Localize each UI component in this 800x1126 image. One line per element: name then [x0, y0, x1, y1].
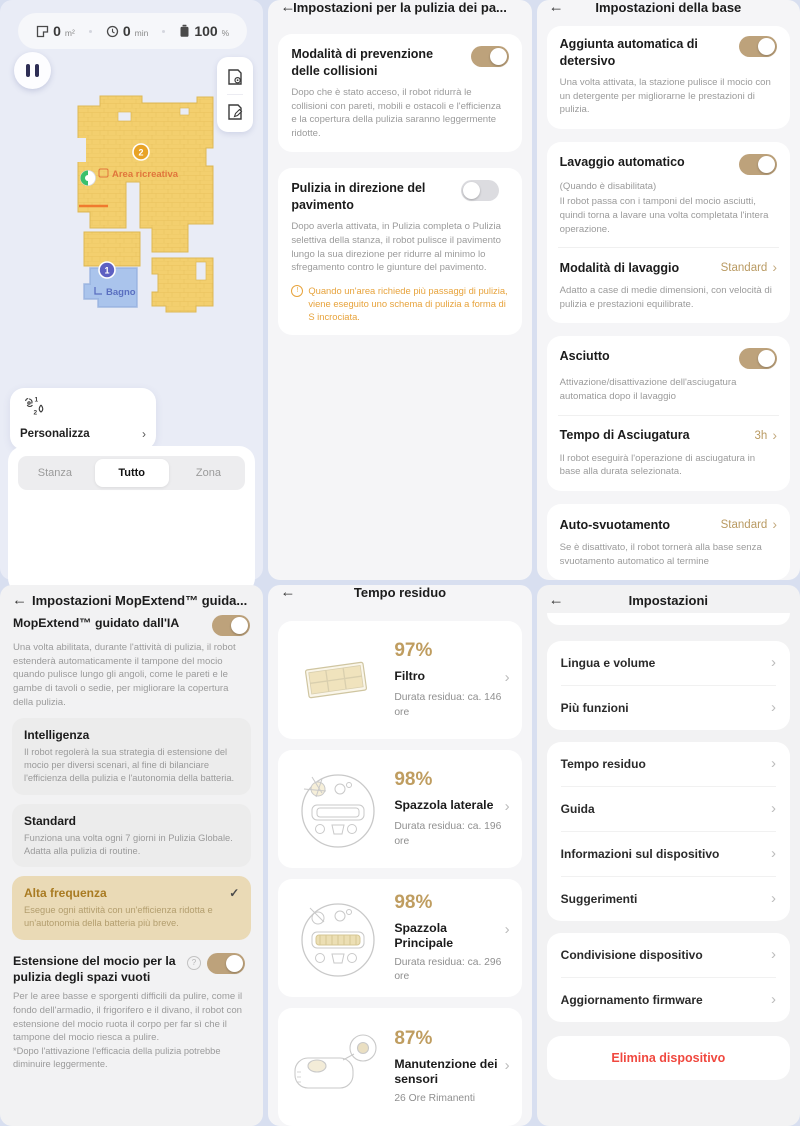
map-marker-1 [99, 262, 115, 278]
part-desc: Durata residua: ca. 296 ore [394, 956, 502, 982]
part-desc: Durata residua: ca. 146 ore [394, 692, 502, 718]
chevron-right-icon [767, 427, 777, 445]
filter-image [288, 654, 384, 706]
toggle-knob [231, 617, 248, 634]
row-label: Lingua e volume [560, 656, 656, 671]
part-side-brush-card[interactable] [278, 750, 521, 868]
back-icon[interactable]: ← [280, 583, 296, 601]
panel-base-settings [537, 0, 800, 580]
washmode-desc: Adatto a case di medie dimensioni, con velocità di pulizia e prestazioni equilibrate. [559, 285, 772, 310]
time-value: 0 [122, 23, 131, 39]
partial-card [547, 613, 790, 625]
water-level: 2 [33, 409, 38, 417]
check-icon: ✓ [229, 886, 240, 901]
tab-tutto[interactable]: Tutto [95, 459, 169, 487]
collision-desc: Dopo che è stato acceso, il robot ridurrà le collisioni con pareti, mobili e ostacoli e l'efficienza e la copertura della pulizia saranno leggermente ridotte. [291, 87, 501, 139]
chevron-right-icon [771, 845, 776, 863]
drytime-desc: Il robot eseguirà l'operazione di asciugatura in base alla durata selezionata. [559, 452, 756, 478]
header [537, 0, 800, 20]
tab-stanza[interactable]: Stanza [37, 467, 73, 479]
mopextend-main [0, 615, 263, 709]
gap-clean-desc: Per le aree basse e sporgenti difficili da pulire, come il fondo dell'armadio, il frigorifero e il divano, il robot con estensione del mocio ruota il corpo per far sì che il tampone del mocio riesca a pulire. [13, 991, 243, 1044]
row-informazioni-dispositivo[interactable] [561, 831, 776, 876]
dry-desc: Attivazione/disattivazione dell'asciugatura automatica dopo il lavaggio [559, 377, 737, 403]
row-label: Condivisione dispositivo [560, 948, 703, 963]
part-percent: 98% [394, 891, 433, 913]
autowash-subtitle: (Quando è disabilitata) [559, 180, 657, 192]
detergent-title: Aggiunta automatica di detersivo [559, 37, 698, 68]
fan-level: 1 [34, 396, 39, 404]
autoempty-value: Standard [720, 518, 768, 531]
mopextend-toggle[interactable] [212, 615, 250, 636]
svg-text:Bagno: Bagno [106, 287, 136, 298]
drytime-row[interactable] [560, 427, 777, 445]
chevron-right-icon [505, 921, 510, 939]
time-unit: min [134, 28, 149, 38]
side-brush-image [288, 767, 384, 851]
option-alta-frequenza[interactable] [12, 876, 251, 940]
tab-zona[interactable]: Zona [195, 467, 221, 479]
option-desc: Il robot regolerà la sua strategia di estensione del mocio per diversi scenari, al fine di bilanciare l'efficienza della pulizia e l'autonomia della batteria. [24, 747, 235, 783]
main-brush-image [288, 896, 384, 980]
settings-group-2 [547, 742, 790, 921]
map-marker-2 [133, 144, 149, 160]
collision-card [278, 34, 521, 152]
option-title: Intelligenza [24, 728, 90, 743]
back-icon[interactable]: ← [280, 0, 296, 16]
header [537, 587, 800, 613]
page-title: Impostazioni per la pulizia dei pa... [293, 0, 507, 15]
part-percent: 87% [394, 1028, 433, 1050]
detergent-desc: Una volta attivata, la stazione pulisce il mocio con un detergente per migliorarne le prestazioni di pulizia. [559, 77, 771, 116]
row-aggiornamento-firmware[interactable] [561, 977, 776, 1022]
gap-clean-note: *Dopo l'attivazione l'efficacia della pulizia potrebbe diminuire leggermente. [13, 1045, 221, 1069]
row-lingua-e-volume[interactable] [561, 641, 776, 685]
page-title: Impostazioni [628, 592, 709, 608]
warning-icon [291, 285, 303, 297]
part-name: Spazzola Principale [394, 920, 454, 951]
chevron-right-icon [505, 798, 510, 816]
autoempty-desc: Se è disattivato, il robot tornerà alla base senza svuotamento automatico al termine [559, 541, 762, 567]
header [0, 587, 263, 613]
detergent-toggle[interactable] [739, 36, 777, 57]
delete-device-button[interactable] [547, 1036, 790, 1080]
chevron-right-icon [767, 259, 777, 277]
autowash-toggle[interactable] [739, 154, 777, 175]
row-label: Guida [560, 802, 595, 817]
option-desc: Funziona una volta ogni 7 giorni in Pulizia Globale. Adatta alla pulizia di routine. [24, 832, 233, 856]
autoempty-title: Auto-svuotamento [559, 517, 671, 532]
chevron-right-icon [771, 755, 776, 773]
customize-label: Personalizza [20, 428, 90, 440]
customize-button[interactable] [10, 388, 156, 450]
settings-group-1 [547, 641, 790, 730]
panel-mopextend-settings [0, 585, 263, 1126]
page-title: Impostazioni della base [595, 0, 742, 15]
mopextend-desc: Una volta abilitata, durante l'attività di pulizia, il robot estenderà automaticamente il tampone del mocio quando pulisce lungo gli angoli, come le pareti e le gambe di tavoli o sedie, per migliorare la copertura della pulizia. [13, 642, 236, 708]
row-label: Suggerimenti [560, 892, 638, 907]
option-standard[interactable] [12, 804, 251, 868]
part-main-brush-card[interactable] [278, 879, 521, 997]
gap-clean-section [0, 953, 263, 1071]
clean-mode-card [8, 446, 255, 594]
part-name: Filtro [394, 669, 426, 684]
area-unit: m² [64, 28, 75, 38]
direction-title: Pulizia in direzione del pavimento [291, 181, 426, 212]
divider [558, 247, 779, 248]
option-intelligenza[interactable] [12, 718, 251, 794]
collision-title: Modalità di prevenzione delle collisioni [291, 47, 434, 78]
help-icon[interactable] [187, 956, 201, 970]
autoempty-card [547, 504, 790, 580]
back-icon[interactable]: ← [12, 591, 27, 609]
page-title: Impostazioni MopExtend™ guida... [32, 592, 248, 608]
washmode-row[interactable] [560, 259, 777, 277]
page-title: Tempo residuo [353, 584, 447, 600]
gap-clean-title: Estensione del mocio per la pulizia degli spazi vuoti [13, 953, 176, 985]
fan-water-icon [20, 395, 50, 417]
direction-toggle[interactable] [461, 180, 499, 201]
row-label: Tempo residuo [560, 757, 646, 772]
part-name: Spazzola laterale [394, 798, 494, 813]
option-title: Alta frequenza [24, 886, 107, 901]
panel-map [0, 0, 263, 580]
chevron-right-icon [505, 669, 510, 687]
header [268, 0, 531, 20]
collision-toggle[interactable] [471, 46, 509, 67]
map-region-right [152, 258, 213, 312]
clean-mode-tabs [18, 456, 245, 490]
robot-position-icon [81, 171, 96, 186]
svg-text:Area ricreativa: Area ricreativa [112, 169, 179, 180]
back-icon[interactable]: ← [548, 591, 564, 609]
part-percent: 97% [394, 640, 433, 662]
panel-parts-life [268, 585, 531, 1126]
settings-group-3 [547, 933, 790, 1022]
warning-text: Quando un'area richiede più passaggi di pulizia, viene eseguito uno schema di pulizia a forma di S incrociata. [308, 284, 508, 323]
autowash-desc: Il robot passa con i tamponi del mocio asciutti, quindi torna a lavare una volta completata l'intera operazione. [559, 196, 769, 235]
divider [558, 415, 779, 416]
dry-toggle[interactable] [739, 348, 777, 369]
gap-clean-toggle[interactable] [207, 953, 245, 974]
panel-settings-menu [537, 585, 800, 1126]
drytime-value: 3h [754, 429, 768, 442]
direction-card [278, 168, 521, 335]
autowash-title: Lavaggio automatico [559, 154, 685, 169]
chevron-right-icon [771, 800, 776, 818]
dry-card [547, 336, 790, 490]
svg-text:2: 2 [138, 147, 144, 158]
autoempty-row[interactable] [560, 516, 777, 534]
part-desc: 26 Ore Rimanenti [394, 1092, 476, 1104]
area-value: 0 [53, 23, 61, 39]
chevron-right-icon: › [142, 427, 146, 441]
toggle-knob [226, 955, 243, 972]
sensors-image [288, 1032, 384, 1102]
dry-title: Asciutto [559, 349, 610, 364]
row-suggerimenti[interactable] [561, 876, 776, 921]
back-icon[interactable]: ← [548, 0, 564, 16]
row-guida[interactable] [561, 786, 776, 831]
toggle-knob [758, 156, 775, 173]
chevron-right-icon [505, 1057, 510, 1075]
drytime-title: Tempo di Asciugatura [559, 428, 690, 443]
toggle-knob [758, 38, 775, 55]
chevron-right-icon [771, 699, 776, 717]
chevron-right-icon [771, 946, 776, 964]
row-condivisione-dispositivo[interactable] [561, 933, 776, 977]
chevron-right-icon [771, 890, 776, 908]
option-title: Standard [24, 813, 77, 828]
part-percent: 98% [394, 769, 433, 791]
direction-desc: Dopo averla attivata, in Pulizia completa o Pulizia selettiva della stanza, il robot pulisce il pavimento lungo la sua direzione per ridurre al minimo lo sfregamento contro le giunture del pavimento. [291, 221, 501, 274]
detergent-card [547, 26, 790, 129]
part-desc: Durata residua: ca. 196 ore [394, 821, 502, 847]
row-label: Aggiornamento firmware [560, 993, 703, 1008]
part-sensors-card[interactable] [278, 1008, 521, 1126]
battery-unit: % [221, 28, 230, 38]
battery-value: 100 [194, 23, 218, 39]
toggle-knob [463, 182, 480, 199]
part-filter-card[interactable] [278, 621, 521, 739]
chevron-right-icon [767, 516, 777, 534]
panel-floor-cleaning-settings [268, 0, 531, 580]
mopextend-title: MopExtend™ guidato dall'IA [13, 616, 180, 631]
toggle-knob [758, 350, 775, 367]
direction-warning [291, 284, 508, 323]
washmode-value: Standard [720, 262, 768, 275]
delete-device-label: Elimina dispositivo [611, 1051, 726, 1066]
row-piu-funzioni[interactable] [561, 685, 776, 730]
autowash-card [547, 142, 790, 324]
row-label: Informazioni sul dispositivo [560, 847, 720, 862]
chevron-right-icon [771, 654, 776, 672]
toggle-knob [490, 48, 507, 65]
part-name: Manutenzione dei sensori [394, 1057, 498, 1087]
header [268, 579, 531, 605]
chevron-right-icon [771, 991, 776, 1009]
row-tempo-residuo[interactable] [561, 742, 776, 786]
row-label: Più funzioni [560, 701, 629, 716]
option-desc: Esegue ogni attività con un'efficienza ridotta e un'autonomia della batteria più breve. [24, 905, 213, 929]
svg-text:1: 1 [104, 265, 110, 276]
washmode-title: Modalità di lavaggio [559, 261, 680, 276]
